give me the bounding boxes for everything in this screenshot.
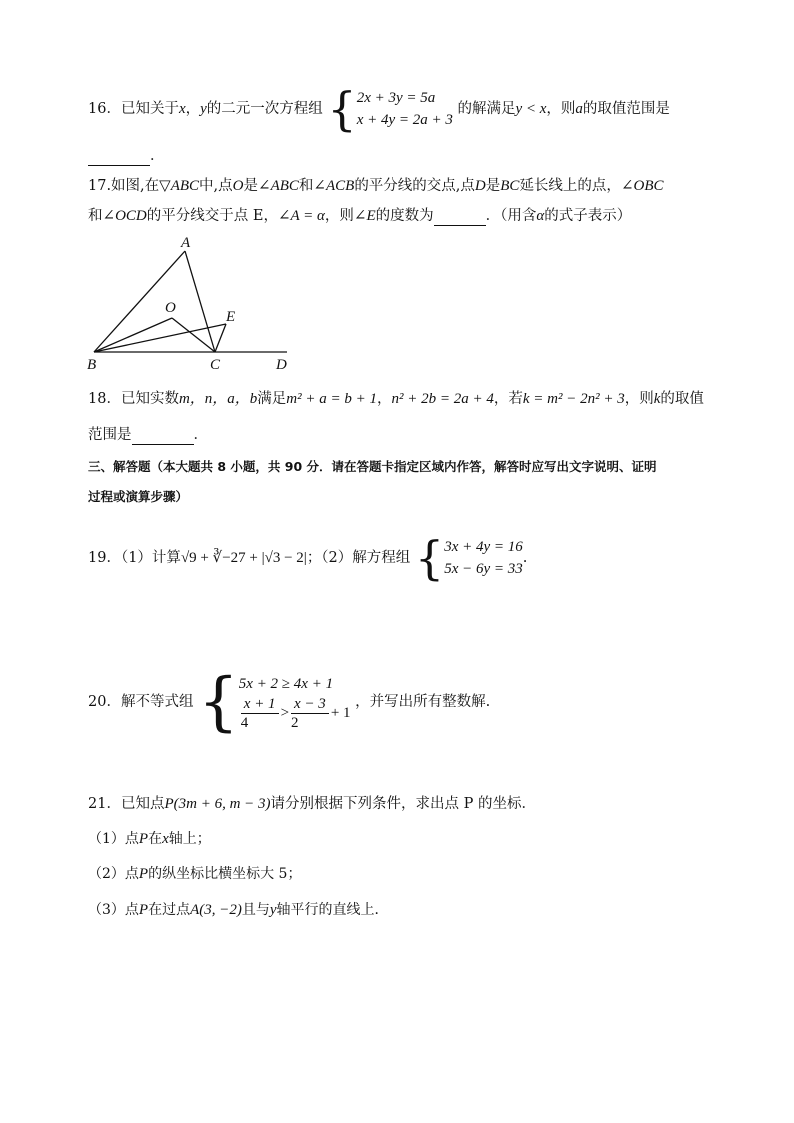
triangle-figure (80, 232, 310, 377)
question-21: 21．已知点P(3m + 6, m − 3)请分别根据下列条件，求出点 P 的坐标． (88, 796, 536, 812)
equation-system (327, 82, 453, 136)
question-18-line-1: 18．已知实数m，n，a，b满足m² + a = b + 1，n² + 2b = 2a + 4，若k = m² − 2n² + 3，则k的取值 (88, 391, 704, 407)
inequality-2: $\frac{x + 1}{4}$ > $\frac{x - 3}{2}$ + 1 (240, 695, 351, 731)
line-OC (172, 318, 215, 352)
answer-blank[interactable] (88, 149, 150, 166)
answer-blank[interactable] (434, 209, 486, 226)
brace-icon: { (327, 82, 357, 136)
question-19: 19．（1）计算√9 + ∛−27 + |√3 − 2|；（2）解方程组 { 3x + 4y = 16 5x − 6y = 33 . (88, 531, 528, 585)
equation-1: 2x + 3y = 5a (356, 90, 436, 106)
label-C: C (210, 357, 221, 373)
label-D: D (276, 357, 287, 373)
label-A: A (181, 235, 191, 251)
line-BO (94, 318, 172, 352)
equation-1: 3x + 4y = 16 (444, 539, 523, 555)
equation-2: x + 4y = 2a + 3 (356, 112, 453, 128)
fraction-2: $\frac{x - 3}{2}$ (291, 695, 329, 732)
line-BE (94, 324, 226, 352)
label-O: O (165, 300, 176, 316)
label-B: B (87, 357, 97, 373)
label-E: E (226, 309, 236, 325)
question-20: 20．解不等式组 { 5x + 2 ≥ 4x + 1 $\frac{x + 1}{4}$ > $\frac{x - 3}{2}$ + 1 ，并写出所有整数解. (88, 665, 491, 739)
line-CE (215, 324, 226, 352)
question-16-answer-line: ． (88, 146, 165, 166)
question-21-condition-3: （3）点P在过点A(3, −2)且与y轴平行的直线上． (88, 902, 389, 918)
question-21-condition-2: （2）点P的纵坐标比横坐标大 5； (88, 866, 302, 882)
inequality-1: 5x + 2 ≥ 4x + 1 (238, 675, 334, 692)
inequality-system (198, 665, 351, 739)
line-AC (185, 251, 215, 352)
question-21-condition-1: （1）点P在x轴上； (88, 831, 211, 847)
fraction-1: $\frac{x + 1}{4}$ (241, 695, 279, 732)
brace-icon: { (198, 665, 239, 739)
question-16: 16．已知关于x，y的二元一次方程组 { 2x + 3y = 5a x + 4y = 2a + 3 的解满足y < x，则a的取值范围是 (88, 82, 670, 136)
question-17-line-1: 17.如图,在▽ABC中,点O是∠ABC和∠ACB的平分线的交点,点D是BC延长线上的点，∠OBC (88, 178, 664, 194)
question-18-line-2: 范围是 ． (88, 427, 208, 443)
expression: √9 + ∛−27 + |√3 − 2| (180, 550, 307, 566)
equation-2: 5x − 6y = 33 (444, 561, 523, 577)
section-3-header: 三、解答题（本大题共 8 小题，共 90 分．请在答题卡指定区域内作答，解答时应写出文字说明、证明 (88, 459, 657, 474)
answer-blank[interactable] (132, 428, 194, 445)
equation-system (414, 531, 523, 585)
question-17-line-2: 和∠OCD的平分线交于点 E，∠A = α，则∠E的度数为 ．（用含α的式子表示） (88, 208, 632, 224)
section-3-header-cont: 过程或演算步骤） (88, 489, 189, 504)
brace-icon: { (414, 531, 445, 585)
